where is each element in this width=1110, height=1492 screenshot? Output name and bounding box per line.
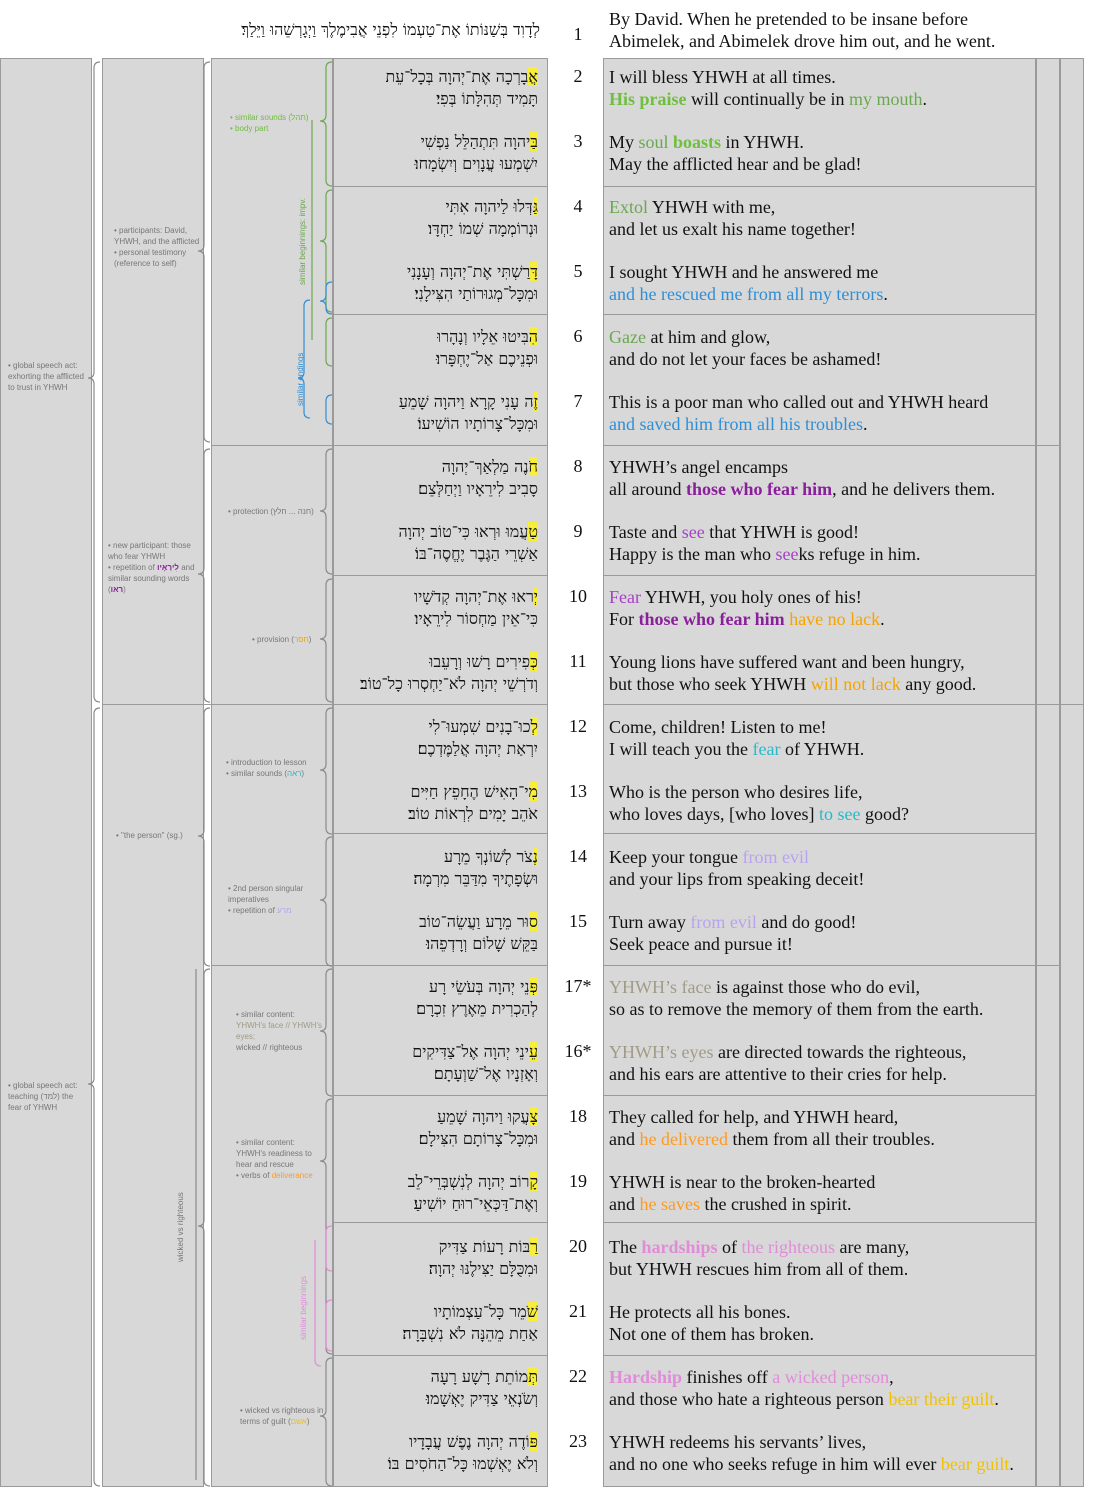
verse-english-line2: and your lips from speaking deceit! [609, 869, 865, 889]
verse-hebrew-line1: גַּדְּלוּ לַיהוָה אִתִּי [445, 197, 538, 216]
verse-hebrew-line1: אֲבָרְכָה אֶת־יְהוָה בְּכָל־עֵת [385, 67, 538, 86]
verse-hebrew-line2: וּשְׂפָתֶיךָ מִדַּבֵּר מִרְמָה׃ [413, 869, 538, 888]
verse-english-line2: Seek peace and pursue it! [609, 934, 793, 954]
verse-number: 23 [569, 1431, 587, 1451]
verse-number: 4 [573, 196, 583, 216]
verse-number: 22 [569, 1366, 587, 1386]
verse-hebrew-line1: טַעֲמוּ וּרְאוּ כִּי־טוֹב יְהוָה [398, 522, 538, 541]
verse-hebrew-line1: הִבִּיטוּ אֵלָיו וְנָהָרוּ [437, 327, 538, 346]
verse-hebrew-line1: מִי־הָאִישׁ הֶחָפֵץ חַיִּים [410, 782, 538, 801]
verse-hebrew-line2: לְהַכְרִית מֵאֶרֶץ זִכְרָם׃ [416, 999, 538, 1018]
verse-hebrew-line1: לְכוּ־בָנִים שִׁמְעוּ־לִי [428, 717, 538, 736]
verse-english-line1: The hardships of the righteous are many, [609, 1237, 910, 1257]
verse-english-line1: I sought YHWH and he answered me [609, 262, 879, 282]
verse-english-line2: For those who fear him have no lack. [609, 609, 885, 629]
verse-hebrew-line2: וּפְנֵיכֶם אַל־יֶחְפָּרוּ׃ [436, 349, 538, 368]
header-english-line1: By David. When he pretended to be insane before [609, 9, 969, 29]
verse-hebrew-line1: רַבּוֹת רָעוֹת צַדִּיק [438, 1237, 538, 1256]
verse-hebrew-line2: וְאָזְנָיו אֶל־שַׁוְעָתָם׃ [433, 1064, 538, 1083]
verse-hebrew-line1: כְּפִירִים רָשׁוּ וְרָעֵבוּ [429, 652, 538, 671]
verse-english-line2: and those who hate a righteous person bear their guilt. [609, 1389, 999, 1409]
verse-english-line1: Young lions have suffered want and been hungry, [609, 652, 965, 672]
right-column-2 [1060, 58, 1084, 1487]
verse-number: 12 [569, 716, 587, 736]
verse-hebrew-line1: שֹׁמֵר כָּל־עַצְמוֹתָיו [433, 1302, 538, 1321]
verse-english-line2: Happy is the man who seeks refuge in him. [609, 544, 921, 564]
verse-english-line2: His praise will continually be in my mouth. [609, 89, 928, 109]
verse-number: 3 [573, 131, 583, 151]
verse-number: 9 [573, 521, 583, 541]
verse-english-line1: Gaze at him and glow, [609, 327, 771, 347]
verse-hebrew-line2: בַּקֵּשׁ שָׁלוֹם וְרָדְפֵהוּ׃ [426, 934, 538, 953]
note-global-speech-1: • global speech act: exhorting the afflicted to trust in YHWH [8, 361, 84, 392]
verse-hebrew-line2: וְדֹרְשֵׁי יְהוָה לֹא־יַחְסְרוּ כָל־טוֹב׃ [360, 674, 538, 693]
verse-hebrew-line1: יְראוּ אֶת־יְהוָה קְדֹשָׁיו [414, 587, 538, 606]
note-similar-sounds: • similar sounds (תהל) • body part [230, 113, 309, 133]
note-readiness: • similar content: YHWH's readiness to hear and rescue • verbs of deliverance [236, 1138, 313, 1180]
verse-hebrew-line1: עֵינֵי יְהוָה אֶל־צַדִּיקִים [412, 1042, 538, 1061]
note-intro-lesson: • introduction to lesson • similar sounds (ראה) [226, 758, 307, 778]
verse-number: 8 [573, 456, 583, 476]
verse-hebrew-line2: וּנְרוֹמְמָה שְׁמוֹ יַחְדָּו׃ [428, 219, 538, 238]
verse-english-line1: Turn away from evil and do good! [609, 912, 857, 932]
verse-hebrew-line2: וּמִכָּל־מְגוּרוֹתַי הִצִּילָנִי׃ [414, 284, 538, 303]
note-the-person: • "the person" (sg.) [116, 831, 183, 840]
note-global-speech-2: • global speech act: teaching (למד) the fear of YHWH [8, 1081, 78, 1112]
verse-english-line2: so as to remove the memory of them from the earth. [609, 999, 984, 1019]
verse-hebrew-line2: וּמִכָּל־צָרוֹתָם הִצִּילָם׃ [418, 1129, 538, 1148]
verse-english-line1: He protects all his bones. [609, 1302, 791, 1322]
verse-english-line1: This is a poor man who called out and YHWH heard [609, 392, 989, 412]
verse-hebrew-line2: וְאֶת־דַּכְּאֵי־רוּחַ יוֹשִׁיעַ׃ [413, 1194, 538, 1213]
verse-english-line1: Fear YHWH, you holy ones of his! [609, 587, 862, 607]
verse-number: 17* [564, 976, 592, 996]
verse-number: 18 [569, 1106, 587, 1126]
header-hebrew: לְדָוִד בְּשַׁנּוֹתוֹ אֶת־טַעְמוֹ לִפְנֵי אֲבִימֶלֶךְ וַיְגָרְשֵׁהוּ וַיֵּלַךְ׃ [241, 20, 540, 39]
verse-english-line2: and do not let your faces be ashamed! [609, 349, 882, 369]
verse-hebrew-line2: וּמִכָּל־צָרוֹתָיו הוֹשִׁיעוֹ׃ [417, 414, 538, 433]
verse-hebrew-line1: קָרוֹב יְהוָה לְנִשְׁבְּרֵי־לֵב [407, 1172, 538, 1191]
verse-english-line2: and no one who seeks refuge in him will ever bear guilt. [609, 1454, 1014, 1474]
verse-english-line2: and let us exalt his name together! [609, 219, 856, 239]
verse-english-line1: My soul boasts in YHWH. [609, 132, 804, 152]
verse-number: 19 [569, 1171, 587, 1191]
verse-english-line1: YHWH’s angel encamps [609, 457, 788, 477]
note-wicked-guilt: • wicked vs righteous in terms of guilt (אשם) [240, 1406, 324, 1426]
note-new-participant: • new participant: those who fear YHWH • repetition of לִירֵאָיו and similar sounding words (ראו) [108, 541, 195, 594]
verse-english-line1: Hardship finishes off a wicked person, [609, 1367, 894, 1387]
verse-number: 13 [569, 781, 587, 801]
verse-english-line1: They called for help, and YHWH heard, [609, 1107, 899, 1127]
note-similar-endings: similar endings [296, 352, 305, 406]
verse-english-line1: Extol YHWH with me, [609, 197, 776, 217]
verse-number: 5 [573, 261, 583, 281]
verse-english-line1: I will bless YHWH at all times. [609, 67, 836, 87]
header-verse-number: 1 [573, 24, 583, 44]
verse-number: 20 [569, 1236, 587, 1256]
verse-number: 14 [569, 846, 587, 866]
verse-hebrew-line1: דָּרַשְׁתִּי אֶת־יְהוָה וְעָנָנִי [407, 262, 538, 281]
verse-hebrew-line2: וּמִכֻּלָּם יַצִּילֶנּוּ יְהוָה׃ [428, 1259, 538, 1278]
verse-english-line2: I will teach you the fear of YHWH. [609, 739, 865, 759]
verse-hebrew-line2: אֹהֵב יָמִים לִרְאוֹת טוֹב׃ [408, 804, 538, 823]
verse-hebrew-line2: יִשְׁמְעוּ עֲנָוִים וְיִשְׂמָחוּ׃ [414, 154, 538, 173]
verse-english-line1: YHWH’s face is against those who do evil, [609, 977, 920, 997]
verse-hebrew-line2: אַשְׁרֵי הַגֶּבֶר יֶחֱסֶה־בּוֹ׃ [414, 544, 538, 563]
verse-english-line2: Not one of them has broken. [609, 1324, 814, 1344]
verse-hebrew-line2: אַחַת מֵהֵנָּה לֹא נִשְׁבָּרָה׃ [402, 1324, 538, 1343]
verse-hebrew-line1: פּוֹדֶה יְהוָה נֶפֶשׁ עֲבָדָיו [409, 1432, 538, 1451]
note-similar-content: • similar content: YHWH's face // YHWH's eyes; wicked // righteous [236, 1010, 323, 1052]
verse-english-line2: but those who seek YHWH will not lack any good. [609, 674, 977, 694]
verse-hebrew-line1: זֶה עָנִי קָרָא וַיהוָה שָׁמֵעַ [398, 392, 538, 411]
verse-english-line2: all around those who fear him, and he delivers them. [609, 479, 996, 499]
verse-english-line1: YHWH is near to the broken-hearted [609, 1172, 876, 1192]
verse-hebrew-line2: יִרְאַת יְהוָה אֲלַמֶּדְכֶם׃ [417, 739, 538, 758]
verse-number: 6 [573, 326, 583, 346]
note-second-person: • 2nd person singular imperatives • repetition of מרע [228, 884, 304, 915]
verse-hebrew-line2: כִּי־אֵין מַחְסוֹר לִירֵאָיו׃ [414, 609, 538, 628]
verse-english-line2: and he delivered them from all their troubles. [609, 1129, 935, 1149]
verse-hebrew-line2: וְשֹׂנְאֵי צַדִּיק יֶאְשָׁמוּ׃ [425, 1389, 538, 1408]
verse-english-line2: and saved him from all his troubles. [609, 414, 868, 434]
verse-english-line1: Who is the person who desires life, [609, 782, 863, 802]
verse-english-line2: May the afflicted hear and be glad! [609, 154, 862, 174]
verse-hebrew-line1: חֹנֶה מַלְאַךְ־יְהוָה [441, 457, 538, 476]
verse-hebrew-line1: נְצֹר לְשׁוֹנְךָ מֵרָע [444, 847, 538, 866]
note-participants: • participants: David, YHWH, and the afflicted • personal testimony (reference to self) [114, 226, 200, 268]
right-column-1 [1036, 58, 1060, 1487]
note-provision: • provision (חסר) [252, 635, 312, 644]
verse-number: 15 [569, 911, 587, 931]
bracket-lines [0, 0, 340, 1492]
verse-number: 21 [569, 1301, 587, 1321]
verse-english-line2: and his ears are attentive to their cries for help. [609, 1064, 947, 1084]
note-wicked-vs-righteous: wicked vs righteous [176, 1192, 185, 1262]
verse-hebrew-line2: וְלֹא יֶאְשְׁמוּ כָּל־הַחֹסִים בּוֹ׃ [387, 1454, 538, 1473]
verse-number: 7 [573, 391, 583, 411]
verse-hebrew-line1: צָעֲקוּ וַיהוָה שָׁמֵעַ [437, 1107, 538, 1126]
verse-english-line2: and he rescued me from all my terrors. [609, 284, 888, 304]
verse-number: 10 [569, 586, 587, 606]
verse-hebrew-line1: סוּר מֵרָע וַעֲשֵׂה־טוֹב [419, 912, 538, 931]
verse-english-line2: and he saves the crushed in spirit. [609, 1194, 852, 1214]
verse-number: 11 [569, 651, 587, 671]
verse-hebrew-line1: תְּמוֹתֵת רָשָׁע רָעָה [430, 1367, 538, 1386]
note-protection: • protection (חנה ... חלץ) [228, 507, 314, 516]
note-similar-beginnings-impv: similar beginnings: impv. [298, 198, 307, 285]
verse-hebrew-line1: בַּיהוָה תִּתְהַלֵּל נַפְשִׁי [420, 132, 538, 151]
verse-number: 16* [564, 1041, 592, 1061]
verse-english-line1: Keep your tongue from evil [609, 847, 809, 867]
header-english-line2: Abimelek, and Abimelek drove him out, and he went. [609, 31, 996, 51]
verse-hebrew-line2: סָבִיב לִירֵאָיו וַיְחַלְּצֵם׃ [418, 479, 538, 498]
verse-english-line2: but YHWH rescues him from all of them. [609, 1259, 909, 1279]
verse-english-line1: YHWH redeems his servants’ lives, [609, 1432, 867, 1452]
verse-number: 2 [573, 66, 583, 86]
verse-hebrew-line1: פְּנֵי יְהוָה בְּעֹשֵׂי רָע [429, 977, 538, 996]
verse-hebrew-line2: תָּמִיד תְּהִלָּתוֹ בְּפִי׃ [436, 89, 538, 108]
verse-english-line2: who loves days, [who loves] to see good? [609, 804, 909, 824]
verse-english-line1: YHWH’s eyes are directed towards the righteous, [609, 1042, 967, 1062]
note-similar-beginnings: similar beginnings [299, 1275, 308, 1340]
verse-english-line1: Come, children! Listen to me! [609, 717, 827, 737]
verse-english-line1: Taste and see that YHWH is good! [609, 522, 860, 542]
